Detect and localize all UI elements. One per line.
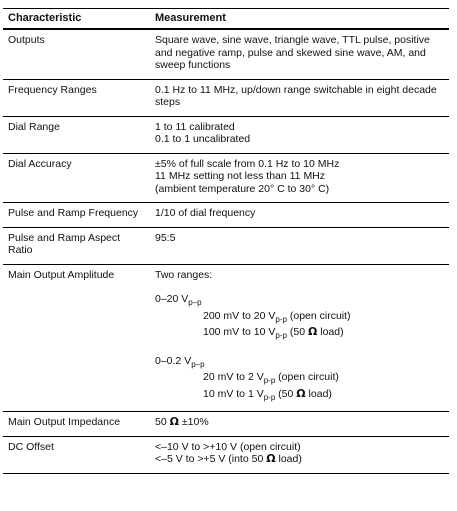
dial-accuracy-line-2: 11 MHz setting not less than 11 MHz bbox=[155, 170, 326, 182]
amplitude-range-2-label: 0–0.2 $V_{p-p}$ bbox=[155, 354, 205, 369]
amplitude-intro: Two ranges: bbox=[155, 268, 213, 281]
amplitude-range-1-label: 0–20 $V_{p-p}$ bbox=[155, 293, 202, 307]
row-label-frequency-ranges: Frequency Ranges bbox=[3, 79, 150, 116]
header-characteristic: Characteristic bbox=[3, 9, 150, 30]
table-row-pulse-ramp-frequency bbox=[3, 203, 449, 228]
row-value-pulse-ramp-aspect: 95:5 bbox=[150, 227, 449, 264]
dc-offset-line-1: <–10 V to >+10 V (open circuit) bbox=[155, 440, 301, 453]
row-value-outputs: Square wave, sine wave, triangle wave, TTL pulse, positive and negative ramp, pulse and skewed sine wave, AM, and sweep functions bbox=[150, 29, 449, 79]
row-value-main-output-amplitude bbox=[150, 264, 449, 412]
row-value-dc-offset bbox=[150, 436, 449, 473]
row-value-frequency-ranges: 0.1 Hz to 11 MHz, up/down range switchable in eight decade steps bbox=[150, 79, 449, 116]
row-value-main-output-impedance: 50 Ω ±10% bbox=[150, 412, 449, 437]
dc-offset-line-2: <–5 V to >+5 V (into 50 Ω load) bbox=[155, 452, 302, 465]
row-label-outputs: Outputs bbox=[3, 29, 150, 79]
specifications-table bbox=[3, 8, 449, 474]
dial-range-line-1: 1 to 11 calibrated bbox=[155, 120, 235, 133]
amplitude-range-1-line-1: 200 mV to 20 $V_{p-p}$ (open circuit) bbox=[203, 309, 351, 324]
subscript-pp: p–p bbox=[191, 359, 205, 369]
table-row-dial-range bbox=[3, 116, 449, 153]
subscript-pp: p–p bbox=[188, 298, 202, 307]
omega-symbol: Ω bbox=[307, 325, 318, 338]
dial-accuracy-line-1: ±5% of full scale from 0.1 Hz to 10 MHz bbox=[155, 157, 340, 170]
header-measurement: Measurement bbox=[150, 9, 449, 30]
table-row-main-output-impedance bbox=[3, 412, 449, 437]
amplitude-range-2-line-2: 10 mV to 1 $V_{p-p}$ (50 Ω load) bbox=[203, 386, 332, 402]
omega-symbol: Ω bbox=[266, 452, 276, 465]
row-label-main-output-impedance: Main Output Impedance bbox=[3, 412, 150, 437]
table-row-dc-offset bbox=[3, 436, 449, 473]
table-row-main-output-amplitude bbox=[3, 264, 449, 412]
omega-symbol: Ω bbox=[296, 386, 306, 400]
amplitude-range-1-line-2: 100 mV to 10 $V_{p-p}$ (50 Ω load) bbox=[203, 325, 344, 340]
row-label-pulse-ramp-aspect: Pulse and Ramp Aspect Ratio bbox=[3, 227, 150, 264]
row-value-dial-accuracy bbox=[150, 153, 449, 203]
table-header-row bbox=[3, 9, 449, 30]
table-row-frequency-ranges bbox=[3, 79, 449, 116]
dial-accuracy-line-3: (ambient temperature 20° C to 30° C) bbox=[155, 182, 330, 195]
row-label-dc-offset: DC Offset bbox=[3, 436, 150, 473]
table-row-outputs bbox=[3, 29, 449, 79]
dial-range-line-2: 0.1 to 1 uncalibrated bbox=[155, 133, 251, 145]
row-label-dial-accuracy: Dial Accuracy bbox=[3, 153, 150, 203]
row-label-dial-range: Dial Range bbox=[3, 116, 150, 153]
table-row-pulse-ramp-aspect bbox=[3, 227, 449, 264]
table-row-dial-accuracy bbox=[3, 153, 449, 203]
row-value-pulse-ramp-frequency: 1/10 of dial frequency bbox=[150, 203, 449, 228]
amplitude-range-2-line-1: 20 mV to 2 $V_{p-p}$ (open circuit) bbox=[203, 371, 339, 385]
omega-symbol: Ω bbox=[169, 415, 179, 428]
row-label-pulse-ramp-frequency: Pulse and Ramp Frequency bbox=[3, 203, 150, 228]
row-label-main-output-amplitude: Main Output Amplitude bbox=[3, 264, 150, 412]
row-value-dial-range bbox=[150, 116, 449, 153]
